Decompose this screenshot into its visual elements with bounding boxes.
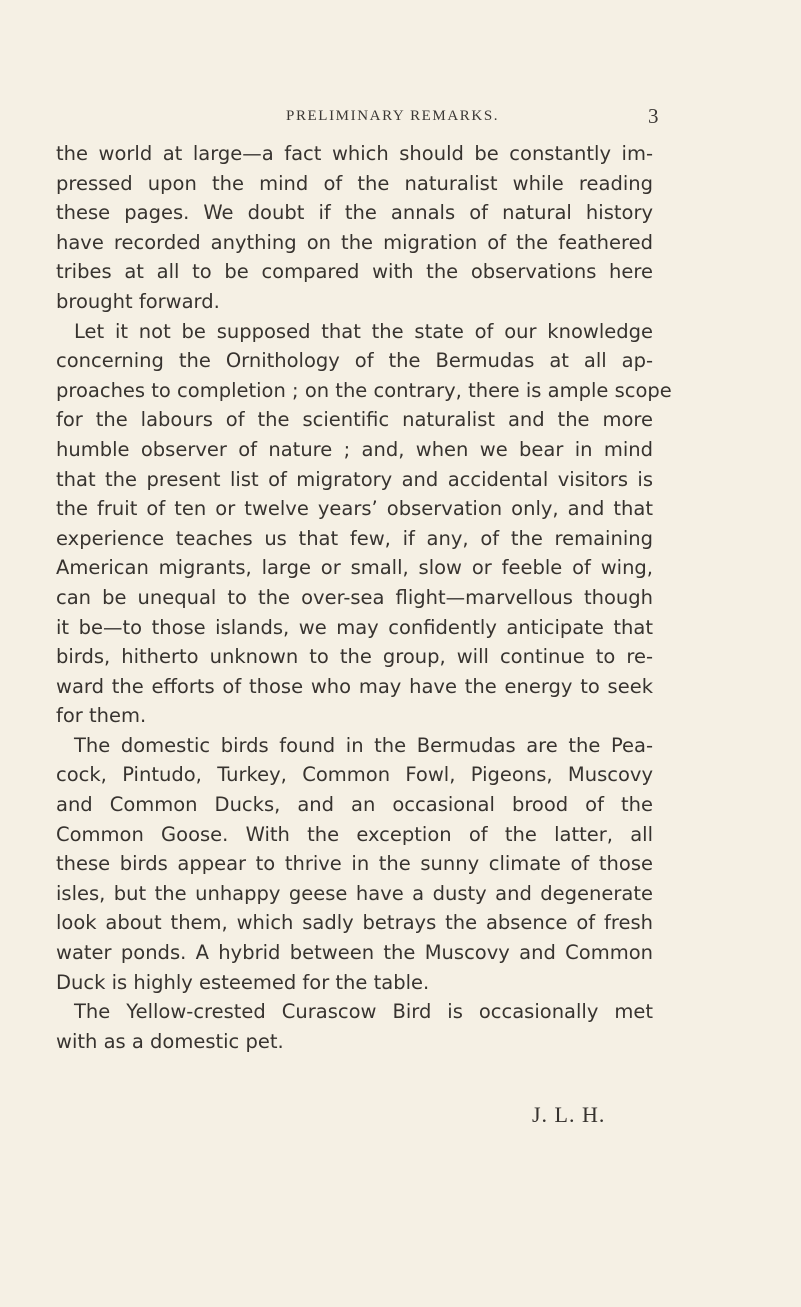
text-line: these birds appear to thrive in the sunny climate of those bbox=[56, 852, 653, 876]
text-line: isles, but the unhappy geese have a dusty and degenerate bbox=[56, 881, 653, 905]
text-line: water ponds. A hybrid between the Muscovy and Common bbox=[56, 941, 653, 965]
text-line: with as a domestic pet. bbox=[56, 1029, 284, 1053]
text-line: Common Goose. With the exception of the latter, all bbox=[56, 822, 653, 846]
text-line: The Yellow-crested Curascow Bird is occasionally met bbox=[74, 1000, 653, 1024]
text-line: ward the efforts of those who may have the energy to seek bbox=[56, 674, 653, 698]
text-line: humble observer of nature ; and, when we bear in mind bbox=[56, 437, 653, 461]
text-line: it be—to those islands, we may confidently anticipate that bbox=[56, 615, 653, 639]
text-line: for the labours of the scientific naturalist and the more bbox=[56, 408, 653, 432]
text-line: can be unequal to the over-sea flight—marvellous though bbox=[56, 585, 653, 609]
text-line: The domestic birds found in the Bermudas are the Pea- bbox=[74, 733, 653, 757]
running-head: PRELIMINARY REMARKS. bbox=[286, 108, 500, 124]
page-number: 3 bbox=[648, 104, 659, 128]
text-line: American migrants, large or small, slow or feeble of wing, bbox=[56, 556, 653, 580]
page-header bbox=[0, 104, 801, 132]
text-line: look about them, which sadly betrays the absence of fresh bbox=[56, 911, 653, 935]
author-initials: J. L. H. bbox=[532, 1102, 606, 1127]
text-line: the fruit of ten or twelve years’ observation only, and that bbox=[56, 497, 653, 521]
text-line: cock, Pintudo, Turkey, Common Fowl, Pigeons, Muscovy bbox=[56, 763, 653, 787]
text-line: birds, hitherto unknown to the group, will continue to re- bbox=[56, 645, 653, 669]
text-line: concerning the Ornithology of the Bermudas at all ap- bbox=[56, 349, 653, 373]
text-line: and Common Ducks, and an occasional brood of the bbox=[56, 793, 653, 817]
text-line: that the present list of migratory and accidental visitors is bbox=[56, 467, 653, 491]
text-line: for them. bbox=[56, 704, 147, 728]
text-line: have recorded anything on the migration of the feathered bbox=[56, 230, 653, 254]
text-line: experience teaches us that few, if any, of the remaining bbox=[56, 526, 653, 550]
text-line: Duck is highly esteemed for the table. bbox=[56, 970, 430, 994]
text-line: the world at large—a fact which should be constantly im- bbox=[56, 142, 653, 165]
text-line: proaches to completion ; on the contrary, there is ample scope bbox=[56, 378, 672, 402]
text-line: pressed upon the mind of the naturalist while reading bbox=[56, 171, 653, 195]
text-line: Let it not be supposed that the state of our knowledge bbox=[74, 319, 653, 343]
text-line: brought forward. bbox=[56, 289, 220, 313]
body-text bbox=[56, 139, 672, 1056]
text-line: tribes at all to be compared with the observations here bbox=[56, 260, 653, 284]
text-line: these pages. We doubt if the annals of natural history bbox=[56, 201, 653, 225]
